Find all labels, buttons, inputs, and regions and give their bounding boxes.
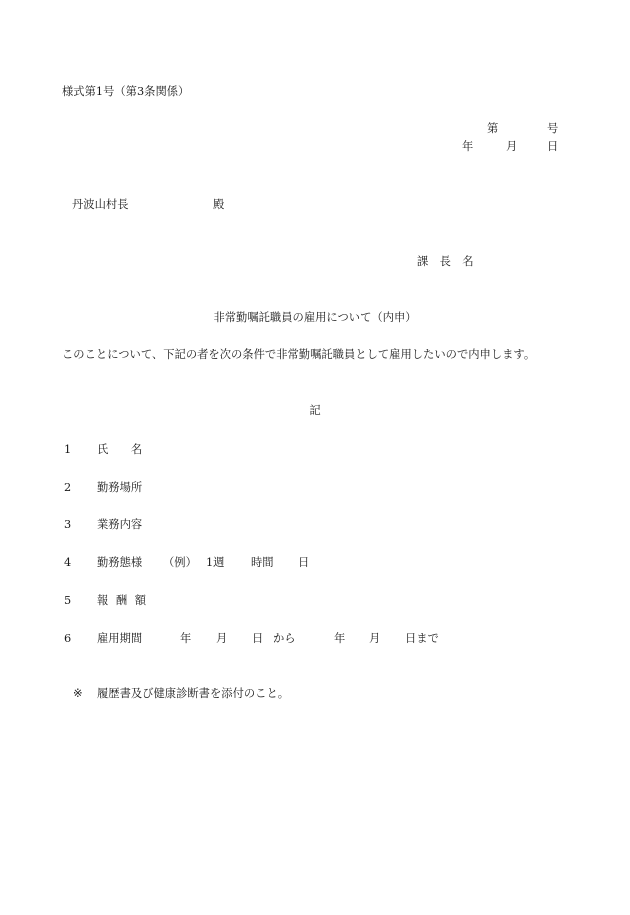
ki-heading: 記 bbox=[309, 404, 321, 417]
addressee-name: 丹波山村長 bbox=[72, 198, 129, 211]
work-style-days: 日 bbox=[298, 556, 310, 569]
work-style-hours: 時間 bbox=[251, 556, 274, 569]
period-to-day: 日まで bbox=[405, 632, 439, 645]
period-from-year: 年 bbox=[180, 632, 192, 645]
item-number: 2 bbox=[64, 481, 72, 494]
addressee-honorific: 殿 bbox=[213, 198, 225, 211]
item-number: 1 bbox=[64, 443, 72, 456]
item-number: 5 bbox=[64, 594, 72, 607]
item-label-name: 氏 名 bbox=[97, 443, 143, 456]
form-label: 様式第1号（第3条関係） bbox=[62, 85, 190, 98]
item-label-workplace: 勤務場所 bbox=[97, 481, 143, 494]
item-number: 6 bbox=[64, 632, 72, 645]
period-from-label: から bbox=[273, 632, 296, 645]
doc-number-prefix: 第 bbox=[487, 122, 499, 135]
period-from-month: 月 bbox=[216, 632, 228, 645]
item-label-duties: 業務内容 bbox=[97, 518, 143, 531]
period-to-year: 年 bbox=[334, 632, 346, 645]
period-to-month: 月 bbox=[369, 632, 381, 645]
document-title: 非常勤嘱託職員の雇用について（内申） bbox=[213, 311, 417, 324]
item-number: 4 bbox=[64, 556, 72, 569]
date-year: 年 bbox=[462, 140, 474, 153]
period-from-day: 日 bbox=[252, 632, 264, 645]
sender-name-label: 課 長 名 bbox=[417, 255, 474, 268]
document-body: このことについて、下記の者を次の条件で非常勤嘱託職員として雇用したいので内申します。 bbox=[62, 348, 536, 361]
work-style-example: （例） bbox=[163, 556, 197, 569]
item-label-work-style: 勤務態様 bbox=[97, 556, 143, 569]
doc-number-suffix: 号 bbox=[547, 122, 559, 135]
note-mark: ※ bbox=[73, 687, 83, 700]
item-label-employment-period: 雇用期間 bbox=[97, 632, 143, 645]
date-day: 日 bbox=[547, 140, 559, 153]
work-style-week: 1週 bbox=[206, 556, 225, 569]
item-number: 3 bbox=[64, 518, 72, 531]
note-text: 履歴書及び健康診断書を添付のこと。 bbox=[97, 687, 290, 700]
item-label-salary: 報 酬 額 bbox=[97, 594, 147, 607]
date-month: 月 bbox=[506, 140, 518, 153]
